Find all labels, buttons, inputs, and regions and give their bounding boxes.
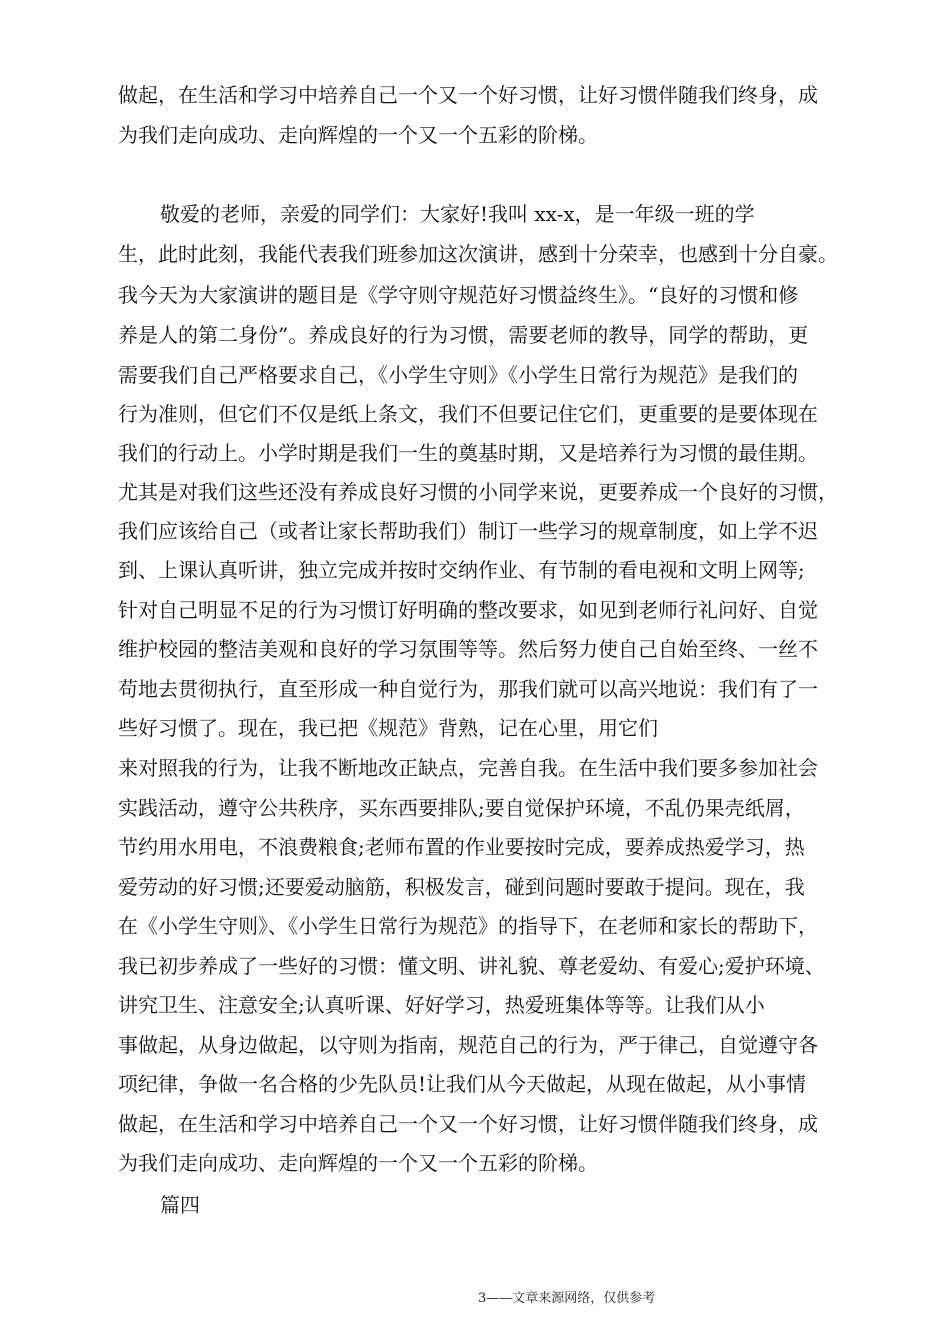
text-line: 事做起，从身边做起，以守则为指南，规范自己的行为，严于律己，自觉遵守各 bbox=[118, 1033, 818, 1057]
text-line: 维护校园的整洁美观和良好的学习氛围等等。然后努力使自己自始至终、一丝不 bbox=[118, 637, 818, 661]
text-line: 做起，在生活和学习中培养自己一个又一个好习惯，让好习惯伴随我们终身，成 bbox=[118, 1112, 818, 1136]
text-line: 来对照我的行为，让我不断地改正缺点，完善自我。在生活中我们要多参加社会 bbox=[118, 756, 818, 780]
text-line: 在《小学生守则》、《小学生日常行为规范》的指导下，在老师和家长的帮助下， bbox=[118, 914, 818, 938]
page-footer: 3——文章来源网络，仅供参考 bbox=[478, 1291, 656, 1306]
text-line: 到、上课认真听讲，独立完成并按时交纳作业、有节制的看电视和文明上网等; bbox=[118, 558, 805, 582]
text-line: 针对自己明显不足的行为习惯订好明确的整改要求，如见到老师行礼问好、自觉 bbox=[118, 598, 818, 622]
text-line: 做起，在生活和学习中培养自己一个又一个好习惯，让好习惯伴随我们终身，成 bbox=[118, 83, 818, 107]
text-line: 为我们走向成功、走向辉煌的一个又一个五彩的阶梯。 bbox=[118, 123, 598, 147]
text-line: 讲究卫生、注意安全;认真听课、好好学习，热爱班集体等等。让我们从小 bbox=[118, 993, 765, 1017]
text-line: 我今天为大家演讲的题目是《学守则守规范好习惯益终生》。“良好的习惯和修 bbox=[118, 283, 799, 307]
text-line: 需要我们自己严格要求自己，《小学生守则》《小学生日常行为规范》是我们的 bbox=[118, 363, 798, 387]
text-line: 我已初步养成了一些好的习惯：懂文明、讲礼貌、尊老爱幼、有爱心;爱护环境、 bbox=[118, 954, 825, 978]
text-line: 实践活动，遵守公共秩序，买东西要排队;要自觉保护环境，不乱仍果壳纸屑， bbox=[118, 796, 805, 820]
text-line: 节约用水用电，不浪费粮食;老师布置的作业要按时完成，要养成热爱学习，热 bbox=[118, 835, 805, 859]
text-line: 项纪律，争做一名合格的少先队员!让我们从今天做起，从现在做起，从小事情 bbox=[118, 1072, 807, 1096]
text-line: 些好习惯了。现在，我已把《规范》背熟，记在心里，用它们 bbox=[118, 716, 658, 740]
text-line: 敬爱的老师，亲爱的同学们：大家好!我叫 xx-x，是一年级一班的学 bbox=[160, 202, 755, 226]
text-line: 我们应该给自己（或者让家长帮助我们）制订一些学习的规章制度，如上学不迟 bbox=[118, 519, 818, 543]
text-line: 为我们走向成功、走向辉煌的一个又一个五彩的阶梯。 bbox=[118, 1151, 598, 1175]
text-line: 生，此时此刻，我能代表我们班参加这次演讲，感到十分荣幸，也感到十分自豪。 bbox=[118, 242, 838, 266]
text-line: 尤其是对我们这些还没有养成良好习惯的小同学来说，更要养成一个良好的习惯， bbox=[118, 480, 838, 504]
text-line: 养是人的第二身份”。养成良好的行为习惯，需要老师的教导，同学的帮助，更 bbox=[118, 323, 809, 347]
text-line: 苟地去贯彻执行，直至形成一种自觉行为，那我们就可以高兴地说：我们有了一 bbox=[118, 677, 818, 701]
text-line: 行为准则，但它们不仅是纸上条文，我们不但要记住它们，更重要的是要体现在 bbox=[118, 402, 818, 426]
text-line: 我们的行动上。小学时期是我们一生的奠基时期，又是培养行为习惯的最佳期。 bbox=[118, 441, 818, 465]
text-line: 爱劳动的好习惯;还要爱动脑筋，积极发言，碰到问题时要敢于提问。现在，我 bbox=[118, 875, 805, 899]
section-heading: 篇四 bbox=[160, 1193, 200, 1217]
